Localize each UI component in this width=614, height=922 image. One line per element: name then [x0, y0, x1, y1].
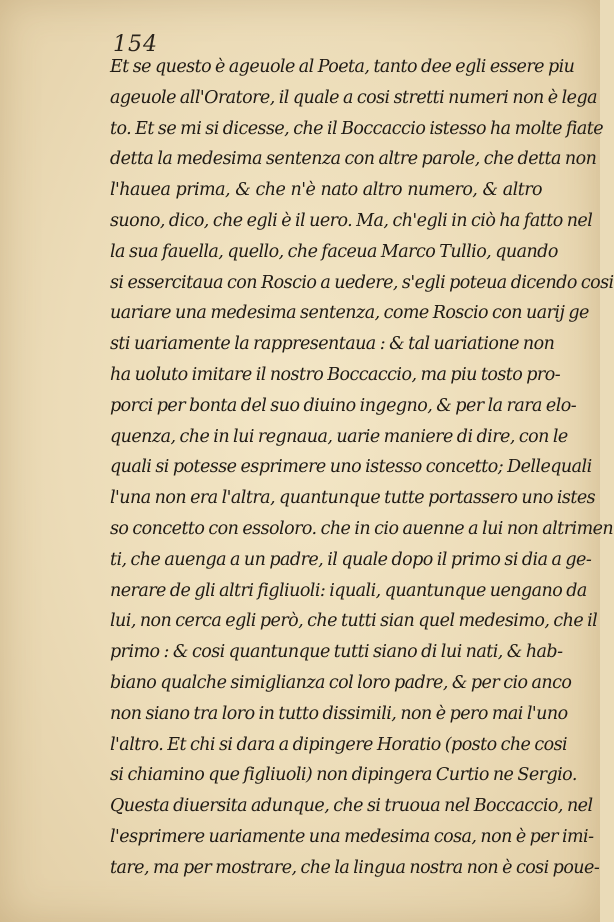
text-line: detta la medesima sentenza con altre parole, che detta non: [110, 149, 597, 170]
text-line: suono, dico, che egli è il uero. Ma, ch'egli in ciò ha fatto nel: [110, 210, 593, 231]
text-line: Questa diuersita adunque, che si truoua nel Boccaccio, nel: [110, 796, 593, 817]
text-line: to. Et se mi si dicesse, che il Boccaccio istesso ha molte fiate: [110, 118, 604, 139]
text-line: tare, ma per mostrare, che la lingua nostra non è cosi poue-: [110, 857, 600, 878]
text-line: sti uariamente la rappresentaua : & tal uariatione non: [110, 334, 555, 355]
text-line: lui, non cerca egli però, che tutti sian quel medesimo, che il: [110, 611, 598, 632]
text-line: biano qualche simiglianza col loro padre, & per cio anco: [110, 672, 572, 693]
body-text: [110, 52, 614, 884]
text-line: nerare de gli altri figliuoli: iquali, quantunque uengano da: [110, 580, 587, 601]
text-line: la sua fauella, quello, che faceua Marco Tullio, quando: [110, 241, 558, 262]
text-line: uariare una medesima sentenza, come Roscio con uarij ge: [110, 303, 589, 324]
text-line: quali si potesse esprimere uno istesso concetto; Dellequali: [110, 457, 592, 478]
text-line: l'esprimere uariamente una medesima cosa, non è per imi-: [110, 826, 594, 847]
text-line: ageuole all'Oratore, il quale a cosi stretti numeri non è lega: [110, 87, 597, 108]
text-line: Et se questo è ageuole al Poeta, tanto dee egli essere piu: [110, 57, 575, 77]
text-line: l'altro. Et chi si dara a dipingere Horatio (posto che cosi: [110, 734, 568, 755]
text-line: l'una non era l'altra, quantunque tutte portassero uno istes: [110, 488, 596, 509]
text-line: porci per bonta del suo diuino ingegno, & per la rara elo-: [110, 395, 577, 416]
text-line: l'hauea prima, & che n'è nato altro numero, & altro: [110, 180, 542, 201]
text-line: ha uoluto imitare il nostro Boccaccio, ma piu tosto pro-: [110, 364, 561, 385]
text-line: non siano tra loro in tutto dissimili, non è pero mai l'uno: [110, 703, 568, 724]
text-line: so concetto con essoloro. che in cio auenne a lui non altrimen: [110, 518, 614, 539]
text-line: si chiamino que figliuoli) non dipingera Curtio ne Sergio.: [110, 765, 577, 786]
page-number: 154: [113, 32, 158, 57]
text-line: si essercitaua con Roscio a uedere, s'egli poteua dicendo cosi: [110, 272, 614, 293]
text-line: primo : & cosi quantunque tutti siano di lui nati, & hab-: [110, 642, 563, 663]
text-line: quenza, che in lui regnaua, uarie maniere di dire, con le: [110, 426, 568, 447]
text-line: ti, che auenga a un padre, il quale dopo il primo si dia a ge-: [110, 549, 592, 570]
